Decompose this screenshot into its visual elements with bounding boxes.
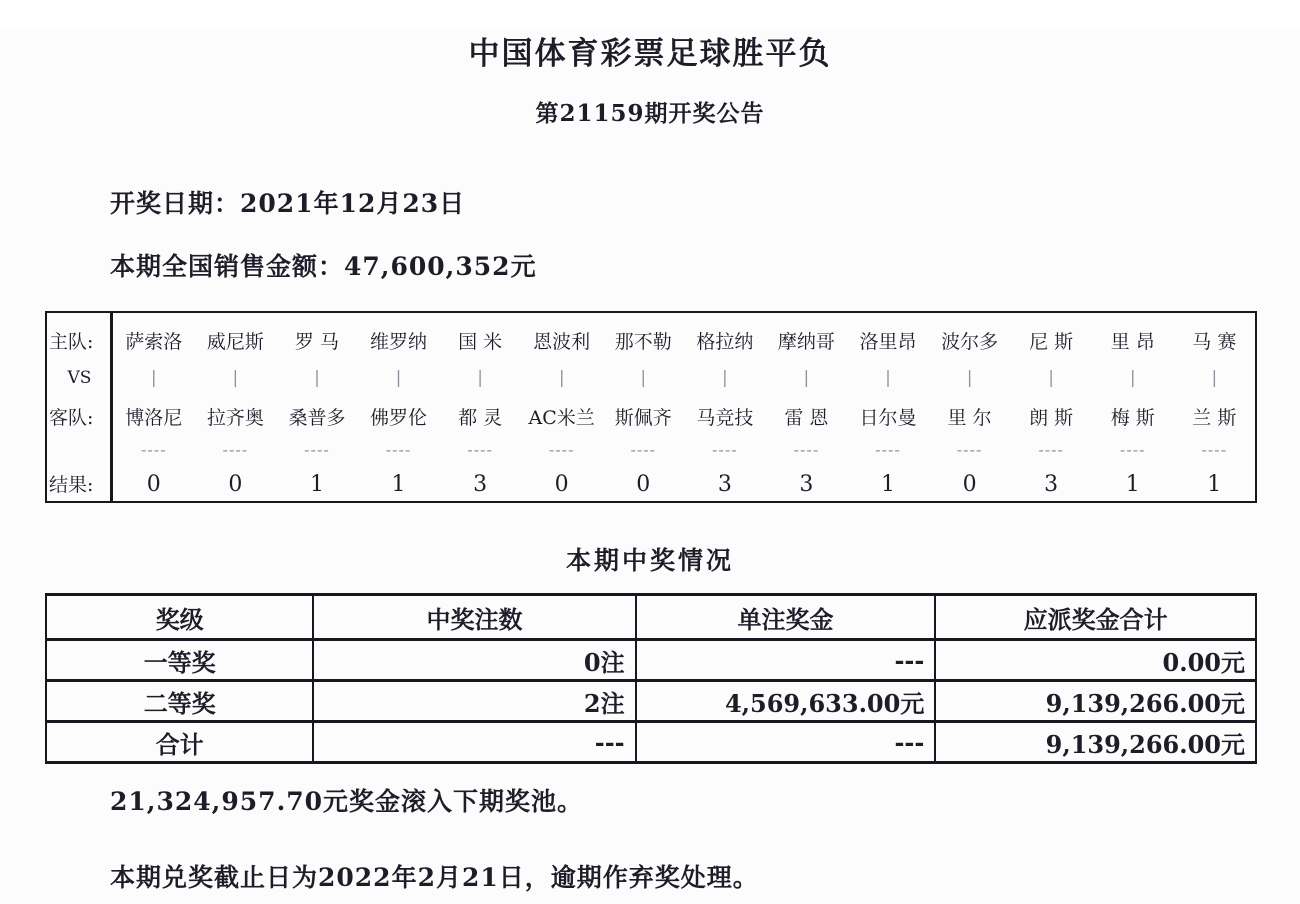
page-subtitle: 第21159期开奖公告 (535, 100, 765, 127)
vs-connector: | (1048, 368, 1055, 388)
dashes: ---- (875, 439, 901, 459)
prize-table (45, 593, 1257, 764)
prize-level: 合计 (46, 722, 313, 763)
match-column-1 (113, 313, 195, 501)
home-team: 摩纳哥 (777, 330, 835, 353)
home-row-label: 主队: (49, 330, 94, 353)
dashes: ---- (1201, 439, 1228, 459)
dashes: ---- (1038, 439, 1064, 459)
match-result: 1 (309, 472, 324, 497)
dashes: ---- (304, 439, 330, 459)
rollover-note: 21,324,957.70元奖金滚入下期奖池。 (110, 787, 584, 816)
away-team: 马竞技 (696, 406, 754, 429)
match-result: 1 (1125, 472, 1140, 497)
lottery-announcement-page (0, 28, 1300, 904)
home-team: 罗 马 (294, 330, 339, 353)
vs-connector: | (314, 368, 320, 388)
vs-connector: | (640, 368, 647, 388)
footer-notes (110, 782, 1300, 894)
match-result: 0 (962, 472, 977, 497)
dashes: ---- (140, 439, 167, 459)
dashes: ---- (548, 439, 575, 459)
home-team: 尼 斯 (1029, 330, 1074, 353)
vs-connector: | (150, 368, 157, 388)
col-header-total-prize: 应派奖金合计 (935, 595, 1256, 640)
prize-header-row (46, 595, 1256, 640)
home-team: 国 米 (458, 330, 503, 353)
away-team: 雷 恩 (784, 406, 829, 429)
away-team: 朗 斯 (1029, 406, 1074, 429)
match-table-row-labels (47, 313, 113, 501)
home-team: 维罗纳 (370, 330, 428, 353)
match-column-3 (276, 313, 358, 501)
dash-row-label (49, 437, 110, 461)
col-header-count: 中奖注数 (313, 595, 635, 640)
away-team: 都 灵 (458, 406, 503, 429)
match-result: 3 (799, 472, 814, 497)
match-column-4 (358, 313, 440, 501)
col-header-level: 奖级 (46, 595, 313, 640)
away-team: 日尔曼 (859, 406, 917, 429)
vs-connector: | (232, 368, 239, 388)
home-team: 洛里昂 (859, 330, 917, 353)
away-team: 佛罗伦 (370, 406, 428, 429)
match-column-6 (521, 313, 603, 501)
winner-count: 2注 (313, 681, 635, 722)
single-prize: 4,569,633.00元 (636, 681, 936, 722)
match-column-7 (602, 313, 684, 501)
match-result: 0 (554, 472, 569, 497)
dashes: ---- (712, 439, 738, 459)
prize-row-total (46, 722, 1256, 763)
home-team: 格拉纳 (696, 330, 754, 353)
match-result: 1 (1207, 472, 1222, 497)
away-team: 里 尔 (947, 406, 992, 429)
away-team: 博洛尼 (125, 406, 183, 429)
match-column-8 (684, 313, 766, 501)
home-team: 威尼斯 (206, 330, 264, 353)
match-result: 1 (391, 472, 406, 497)
home-team: 恩波利 (533, 330, 591, 353)
away-team: 桑普多 (288, 406, 346, 429)
page-title: 中国体育彩票足球胜平负 (468, 36, 832, 72)
vs-connector: | (395, 368, 402, 388)
dashes: ---- (222, 439, 249, 459)
winner-count: 0注 (313, 640, 635, 681)
col-header-single-prize: 单注奖金 (636, 595, 936, 640)
match-column-9 (766, 313, 848, 501)
vs-connector: | (558, 368, 565, 388)
match-result: 0 (228, 472, 243, 497)
dashes: ---- (630, 439, 657, 459)
away-row-label: 客队: (49, 406, 94, 429)
result-row-label: 结果: (49, 474, 94, 496)
match-column-5 (439, 313, 521, 501)
match-column-2 (195, 313, 277, 501)
sales-amount-line: 本期全国销售金额：47,600,352元 (110, 252, 537, 281)
total-prize: 9,139,266.00元 (935, 681, 1256, 722)
total-prize: 9,139,266.00元 (935, 722, 1256, 763)
total-prize: 0.00元 (935, 640, 1256, 681)
match-column-13 (1092, 313, 1174, 501)
vs-connector: | (477, 368, 483, 388)
dashes: ---- (385, 439, 412, 459)
away-team: 兰 斯 (1192, 406, 1237, 429)
match-column-14 (1174, 313, 1256, 501)
home-team: 波尔多 (941, 330, 999, 353)
prize-row-first (46, 640, 1256, 681)
prize-section-heading: 本期中奖情况 (565, 546, 734, 575)
deadline-note: 本期兑奖截止日为2022年2月21日，逾期作弃奖处理。 (110, 863, 759, 892)
match-result: 0 (146, 472, 161, 497)
dashes: ---- (1119, 439, 1146, 459)
prize-level: 二等奖 (46, 681, 313, 722)
match-column-11 (929, 313, 1011, 501)
single-prize: --- (636, 640, 936, 681)
dashes: ---- (956, 439, 983, 459)
home-team: 马 赛 (1192, 330, 1237, 353)
vs-connector: | (885, 368, 891, 388)
match-column-12 (1010, 313, 1092, 501)
draw-info-block (110, 184, 1300, 283)
prize-row-second (46, 681, 1256, 722)
vs-connector: | (803, 368, 810, 388)
match-results-table (45, 311, 1257, 503)
draw-date-line: 开奖日期：2021年12月23日 (110, 189, 466, 218)
winner-count: --- (313, 722, 635, 763)
away-team: AC米兰 (528, 406, 595, 429)
away-team: 拉齐奥 (206, 406, 264, 429)
away-team: 梅 斯 (1110, 406, 1155, 429)
away-team: 斯佩齐 (614, 406, 672, 429)
match-result: 1 (880, 472, 895, 497)
home-team: 萨索洛 (125, 330, 183, 353)
home-team: 里 昂 (1110, 330, 1155, 353)
vs-connector: | (721, 368, 728, 388)
match-column-10 (847, 313, 929, 501)
dashes: ---- (793, 439, 820, 459)
match-result: 3 (1044, 472, 1059, 497)
prize-level: 一等奖 (46, 640, 313, 681)
vs-connector: | (1129, 368, 1136, 388)
home-team: 那不勒 (614, 330, 672, 353)
dashes: ---- (467, 439, 493, 459)
vs-connector: | (1211, 368, 1218, 388)
match-result: 3 (473, 472, 488, 497)
single-prize: --- (636, 722, 936, 763)
match-result: 3 (717, 472, 732, 497)
match-result: 0 (636, 472, 651, 497)
vs-label: VS (67, 368, 92, 388)
vs-connector: | (966, 368, 973, 388)
